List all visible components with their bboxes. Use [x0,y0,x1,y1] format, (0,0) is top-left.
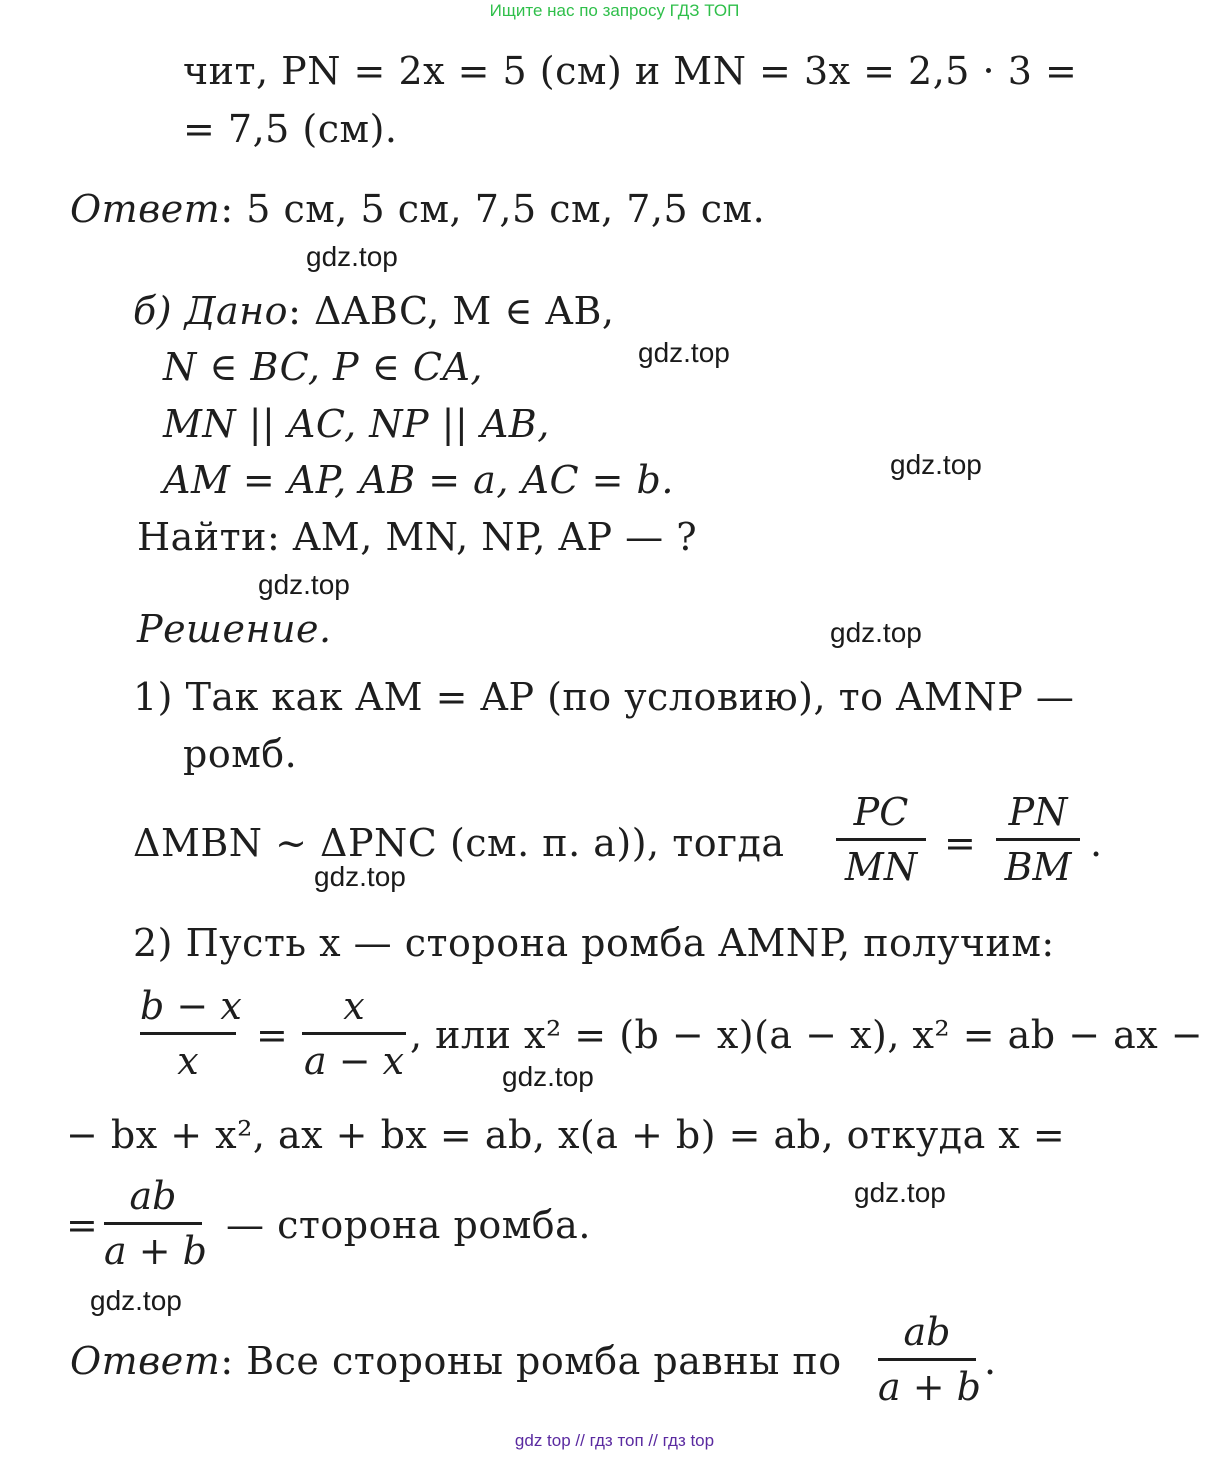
solution-heading: Решение. [137,607,332,651]
fraction-ab-apb-den: a + b [104,1229,207,1273]
watermark: gdz.top [638,337,730,368]
watermark: gdz.top [890,449,982,480]
watermark: gdz.top [854,1177,946,1208]
fraction-x-ax-den: a − x [303,1039,405,1083]
answer-1-text: : 5 см, 5 см, 7,5 см, 7,5 см. [220,187,766,231]
watermark: gdz.top [258,569,350,600]
fraction-pn-bm [996,790,1080,889]
similarity-line: ΔMBN ~ ΔPNC (см. п. a)), тогда [133,821,785,865]
fraction-ab-apb-num: ab [129,1174,177,1218]
equation-line-2: − bx + x², ax + bx = ab, x(a + b) = ab, откуда x = [66,1113,1066,1157]
equals-sign-2: = [256,1013,289,1057]
fraction-pn-bm-den: BM [1004,845,1072,889]
fraction-x-ax-num: x [343,984,365,1028]
watermark: gdz.top [306,241,398,272]
watermark: gdz.top [830,617,922,648]
fraction-answer [878,1310,981,1409]
answer-1-label: Ответ [70,187,221,231]
given-line-4: AM = AP, AB = a, AC = b. [163,458,674,502]
given-line-3: MN || AC, NP || AB, [163,402,550,446]
fraction-pc-mn [836,790,926,889]
watermark: gdz.top [314,861,406,892]
answer-1 [70,186,765,232]
fraction-x-ax [302,984,406,1083]
given-line-2: N ∈ BC, P ∈ CA, [163,345,483,389]
fraction-x-ax-bar [302,1032,406,1035]
equals-lead: = [66,1203,99,1247]
find-line: Найти: AM, MN, NP, AP — ? [137,515,698,559]
fraction-answer-num: ab [903,1310,951,1354]
fraction-bx-x-den: x [177,1039,199,1083]
answer-2 [70,1338,842,1384]
top-banner[interactable]: Ищите нас по запросу ГДЗ ТОП [489,1,740,20]
fraction-ab-apb-bar [104,1222,202,1225]
fraction-pn-bm-num: PN [1008,790,1068,834]
fraction-bx-x-num: b − x [140,984,242,1028]
fraction-bx-x [140,984,242,1083]
fraction-pc-mn-num: PC [853,790,909,834]
fraction-answer-den: a + b [878,1365,981,1409]
fraction-pn-bm-bar [996,838,1080,841]
given-label: б) Дано [133,289,289,333]
step-1-line-a: 1) Так как AM = AP (по условию), то AMNP — [133,675,1075,719]
answer-2-label: Ответ [70,1339,221,1383]
period-2: . [984,1339,997,1383]
footer-links[interactable]: gdz top // гдз топ // гдз top [514,1431,715,1450]
fraction-bx-x-bar [140,1032,236,1035]
equation-line-3-tail: — сторона ромба. [226,1203,591,1247]
watermark: gdz.top [90,1285,182,1316]
fraction-pc-mn-bar [836,838,926,841]
period-1: . [1090,821,1103,865]
text-line-2: = 7,5 (см). [183,107,398,151]
equation-line-1: , или x² = (b − x)(a − x), x² = ab − ax − [410,1013,1204,1057]
given-line-1 [133,288,614,334]
answer-2-text: : Все стороны ромба равны по [220,1339,842,1383]
step-2-line: 2) Пусть x — сторона ромба AMNP, получим: [133,921,1055,965]
fraction-pc-mn-den: MN [844,845,918,889]
fraction-ab-apb [104,1174,207,1273]
given-text-1: : ΔABC, M ∈ AB, [288,289,615,333]
equals-sign: = [944,821,977,865]
watermark: gdz.top [502,1061,594,1092]
step-1-line-b: ромб. [183,732,298,776]
text-line-1: чит, PN = 2x = 5 (см) и MN = 3x = 2,5 · 3 = [183,49,1078,93]
fraction-answer-bar [878,1358,976,1361]
